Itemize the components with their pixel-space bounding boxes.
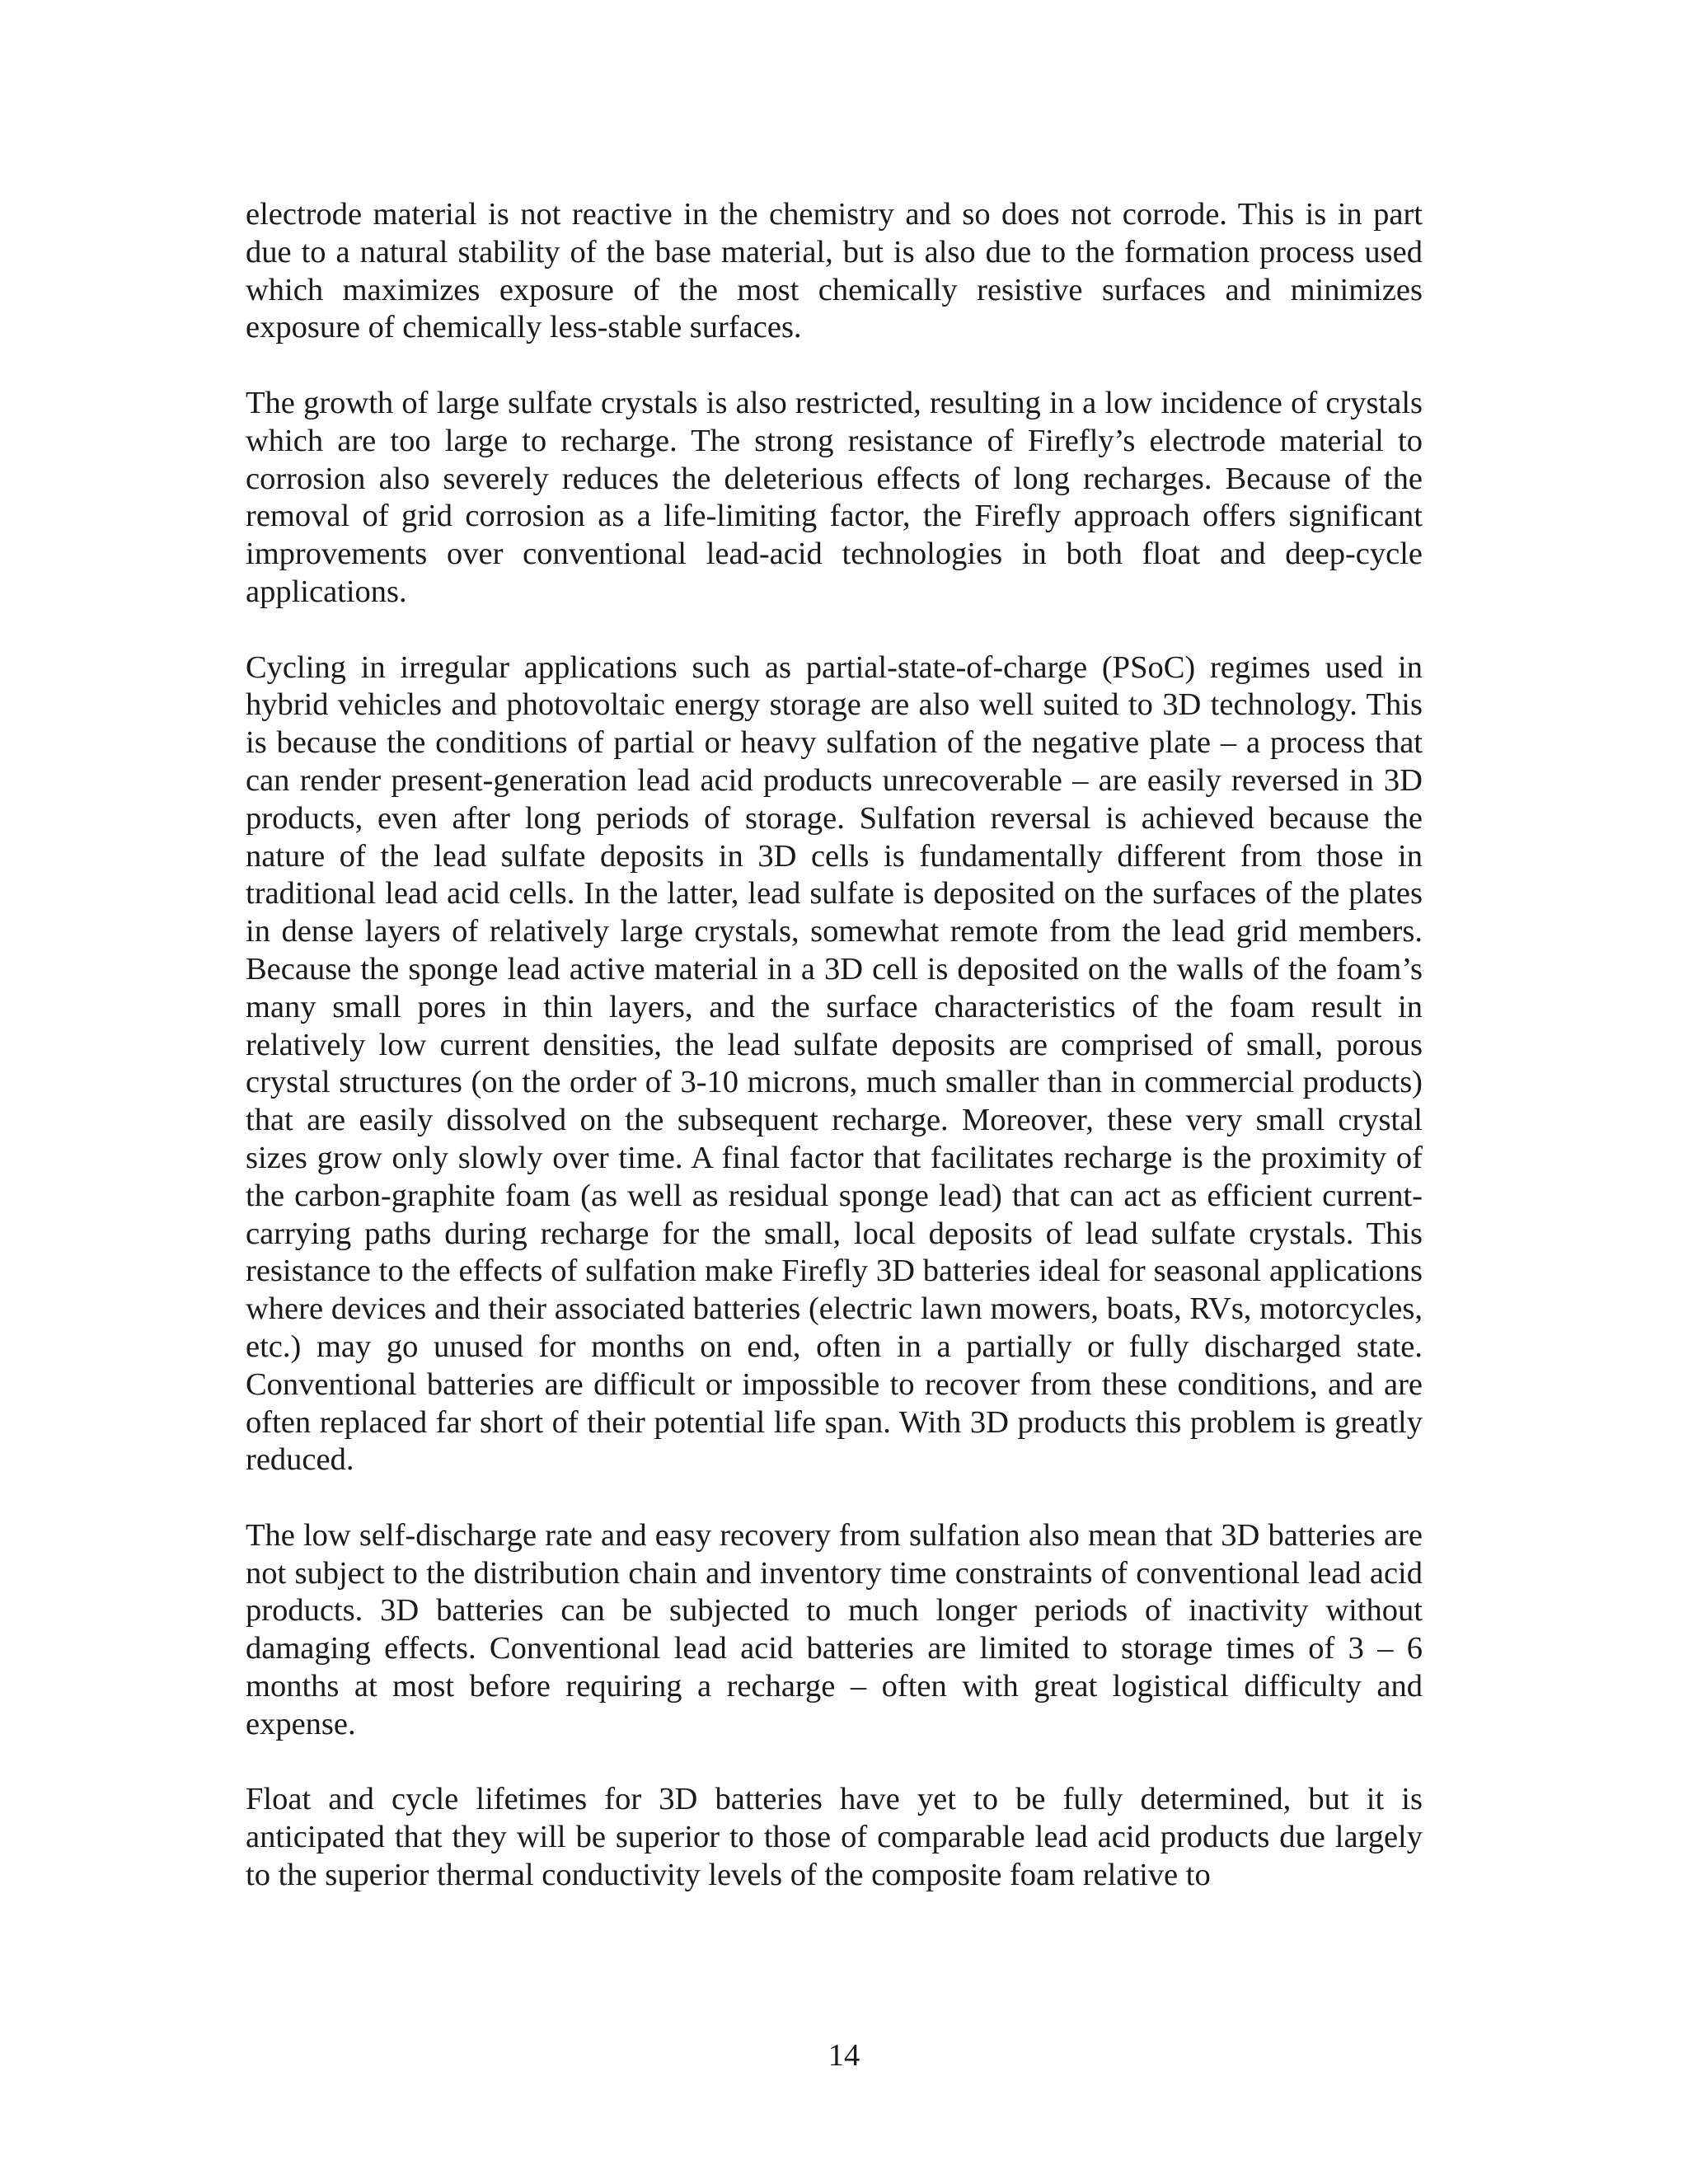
paragraph-1: electrode material is not reactive in the chemistry and so does not corrode. This is in part due to a natural stability of the base material, but is also due to the formation process used which maximizes exposure of the most chemically resistive surfaces and minimizes exposure of chemically less-stable surfaces. bbox=[246, 197, 1423, 345]
page-number: 14 bbox=[828, 2038, 860, 2073]
paragraph-4: The low self-discharge rate and easy recovery from sulfation also mean that 3D batteries are not subject to the distribution chain and inventory time constraints of conventional lead acid products. 3D batteries can be subjected to much longer periods of inactivity without damaging effects. Conventional lead acid batteries are limited to storage times of 3 – 6 months at most before requiring a recharge – often with great logistical difficulty and expense. bbox=[246, 1517, 1423, 1741]
paragraph-3: Cycling in irregular applications such as partial-state-of-charge (PSoC) regimes used in hybrid vehicles and photovoltaic energy storage are also well suited to 3D technology. This is because the conditions of partial or heavy sulfation of the negative plate – a process that can render present-generation lead acid products unrecoverable – are easily reversed in 3D products, even after long periods of storage. Sulfation reversal is achieved because the nature of the lead sulfate deposits in 3D cells is fundamentally different from those in traditional lead acid cells. In the latter, lead sulfate is deposited on the surfaces of the plates in dense layers of relatively large crystals, somewhat remote from the lead grid members. Because the sponge lead active material in a 3D cell is deposited on the walls of the foam’s many small pores in thin layers, and the surface characteristics of the foam result in relatively low current densities, the lead sulfate deposits are comprised of small, porous crystal structures (on the order of 3-10 microns, much smaller than in commercial products) that are easily dissolved on the subsequent recharge. Moreover, these very small crystal sizes grow only slowly over time. A final factor that facilitates recharge is the proximity of the carbon-graphite foam (as well as residual sponge lead) that can act as efficient current-carrying paths during recharge for the small, local deposits of lead sulfate crystals. This resistance to the effects of sulfation make Firefly 3D batteries ideal for seasonal applications where devices and their associated batteries (electric lawn mowers, boats, RVs, motorcycles, etc.) may go unused for months on end, often in a partially or fully discharged state. Conventional batteries are difficult or impossible to recover from these conditions, and are often replaced far short of their potential life span. With 3D products this problem is greatly reduced. bbox=[246, 649, 1423, 1478]
paragraph-2: The growth of large sulfate crystals is also restricted, resulting in a low incidence of crystals which are too large to recharge. The strong resistance of Firefly’s electrode material to corrosion also severely reduces the deleterious effects of long recharges. Because of the removal of grid corrosion as a life-limiting factor, the Firefly approach offers significant improvements over conventional lead-acid technologies in both float and deep-cycle applications. bbox=[246, 385, 1423, 609]
body-text bbox=[246, 196, 1423, 1895]
paragraph-5: Float and cycle lifetimes for 3D batteries have yet to be fully determined, but it is anticipated that they will be superior to those of comparable lead acid products due largely to the superior thermal conductivity levels of the composite foam relative to bbox=[246, 1782, 1423, 1893]
